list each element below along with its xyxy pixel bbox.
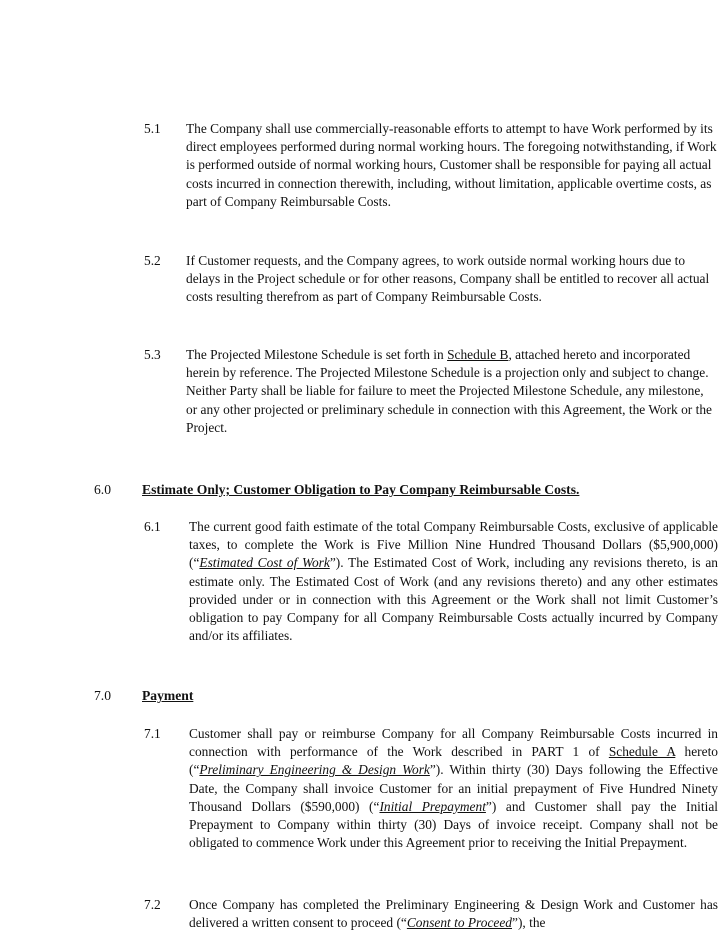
section-number: 6.0 (94, 482, 111, 497)
clause-text: Once Company has completed the Preliminary Engineering & Design Work and Customer has delivered a written consent to proceed (“Consent to Proceed”), the (189, 897, 718, 931)
schedule-b-reference: Schedule B (447, 347, 509, 362)
clause-number: 5.3 (144, 347, 161, 362)
clause-number: 5.2 (144, 253, 161, 268)
defined-term: Initial Prepayment (379, 798, 486, 814)
clause-text: The Projected Milestone Schedule is set forth in Schedule B, attached hereto and incorporated herein by reference. The Projected Milestone Schedule is a projection only and subject to change. Neither Party shall be liable for failure to meet the Projected Milestone Schedule, any milestone, or any other projected or preliminary schedule in connection with this Agreement, the Work or the Project. (186, 347, 712, 435)
section-title: Estimate Only; Customer Obligation to Pay Company Reimbursable Costs. (142, 482, 580, 497)
clause-text: The current good faith estimate of the total Company Reimbursable Costs, exclusive of applicable taxes, to complete the Work is Five Million Nine Hundred Thousand Dollars ($5,900,000) (“Estimated Cost of Work”). The Estimated Cost of Work, including any revisions thereto, is an estimate only. The Estimated Cost of Work (and any revisions thereto) and any other estimates provided under or in connection with this Agreement or the Work shall not limit Customer’s obligation to pay Company for all Company Reimbursable Costs actually incurred by Company and/or its affiliates. (189, 519, 718, 644)
defined-term: Preliminary Engineering & Design Work (199, 762, 430, 778)
clause-text: Customer shall pay or reimburse Company for all Company Reimbursable Costs incurred in connection with performance of the Work described in PART 1 of Schedule A hereto (“Preliminary Engineering & Design Work”). Within thirty (30) Days following the Effective Date, the Company shall invoice Customer for an initial prepayment of Five Hundred Ninety Thousand Dollars ($590,000) (“Initial Prepayment”) and Customer shall pay the Initial Prepayment to Company within thirty (30) Days of invoice receipt. Company shall not be obligated to commence Work under this Agreement prior to receiving the Initial Prepayment. (189, 726, 719, 851)
clause-number: 5.1 (144, 121, 161, 136)
clause-number: 6.1 (144, 519, 161, 534)
clause-text: The Company shall use commercially-reasonable efforts to attempt to have Work performed by its direct employees performed during normal working hours. The foregoing notwithstanding, if Work is performed outside of normal working hours, Customer shall be responsible for paying all actual costs incurred in connection therewith, including, without limitation, applicable overtime costs, as part of Company Reimbursable Costs. (186, 121, 717, 209)
section-title: Payment (142, 688, 194, 703)
defined-term: Consent to Proceed (406, 915, 512, 931)
defined-term: Estimated Cost of Work (199, 555, 330, 571)
clause-text: If Customer requests, and the Company agrees, to work outside normal working hours due to delays in the Project schedule or for other reasons, Company shall be entitled to recover all actual costs resulting therefrom as part of Company Reimbursable Costs. (186, 253, 710, 305)
clause-number: 7.1 (144, 726, 161, 741)
section-number: 7.0 (94, 688, 111, 703)
schedule-a-reference: Schedule A (608, 744, 676, 760)
clause-number: 7.2 (144, 897, 161, 912)
